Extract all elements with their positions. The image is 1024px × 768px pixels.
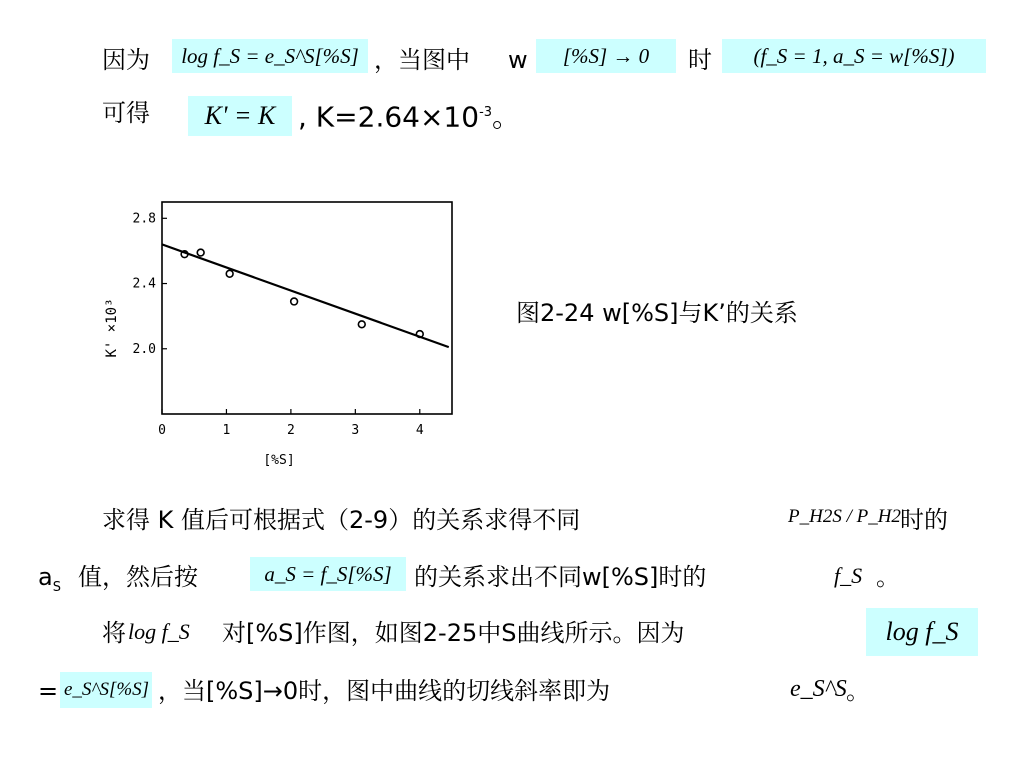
y-tick-label: 2.0	[132, 341, 156, 357]
formula-k-box	[188, 96, 292, 136]
a-s-label	[38, 562, 61, 603]
text-time: 时	[688, 46, 712, 74]
text-equals: =	[38, 677, 59, 705]
y-tick-label: 2.8	[132, 211, 156, 227]
text-p2-line1-end: 时的	[900, 506, 948, 534]
k-value: , K=2.64×10	[298, 100, 480, 134]
x-tick-label: 2	[286, 423, 295, 438]
k-vs-sulfur-chart	[80, 188, 480, 478]
formula-as-box	[250, 557, 406, 591]
fit-line	[162, 244, 449, 347]
figure-caption: 图2-24 w[%S]与K’的关系	[516, 299, 798, 327]
x-tick-label: 3	[351, 423, 360, 438]
formula-es-box	[60, 672, 152, 708]
formula-es: e_S^S	[790, 676, 847, 702]
text-p2-line2-mid: 的关系求出不同w[%S]时的	[414, 563, 707, 591]
formula-es-boxed: e_S^S[%S]	[64, 679, 150, 700]
x-axis-label: [%S]	[263, 453, 295, 468]
data-point	[197, 249, 204, 256]
a-prefix: a	[38, 563, 53, 591]
formula-logfs-boxed: log f_S	[885, 617, 959, 646]
data-point	[226, 270, 233, 277]
formula-limit-box	[536, 39, 676, 73]
x-tick-label: 4	[415, 423, 424, 438]
text-p2-line4-end: 。	[846, 677, 870, 705]
x-tick-label: 1	[222, 423, 231, 438]
formula-as: a_S = f_S[%S]	[264, 562, 392, 586]
text-w-prefix: w	[508, 46, 528, 74]
formula-k: K' = K	[204, 101, 276, 130]
k-exponent: -3	[479, 105, 493, 120]
text-obtain: 可得	[102, 99, 150, 127]
formula-log-fs: log f_S = e_S^S[%S]	[181, 44, 359, 68]
text-p2-line2: 值，然后按	[78, 563, 198, 591]
k-period: 。	[492, 100, 521, 134]
data-point	[358, 321, 365, 328]
formula-fs: f_S	[834, 563, 863, 588]
text-p2-line3-start: 将	[102, 619, 126, 647]
y-axis-label: K' ×10³	[104, 298, 120, 358]
formula-logfs-box	[866, 608, 978, 656]
text-comma-when: ，当图中	[374, 46, 470, 74]
formula-pressure-ratio: P_H2S / P_H2	[788, 506, 901, 527]
text-because: 因为	[102, 46, 150, 74]
text-p2-line4: ，当[%S]→0时，图中曲线的切线斜率即为	[158, 677, 611, 705]
formula-log-fs-box	[172, 39, 368, 73]
a-sub: S	[52, 579, 61, 595]
text-p2-line2-end: 。	[876, 563, 900, 591]
y-tick-label: 2.4	[132, 276, 156, 292]
formula-conditions: (f_S = 1, a_S = w[%S])	[753, 44, 955, 68]
data-point	[291, 298, 298, 305]
text-p2-line1: 求得 K 值后可根据式（2-9）的关系求得不同	[102, 506, 581, 534]
text-p2-line3: 对[%S]作图，如图2-25中S曲线所示。因为	[222, 619, 685, 647]
formula-logfs-inline: log f_S	[128, 619, 190, 644]
formula-limit: [%S] → 0	[562, 44, 650, 68]
k-value-text	[298, 96, 520, 134]
x-tick-label: 0	[158, 423, 166, 438]
formula-conditions-box	[722, 39, 986, 73]
plot-frame	[162, 202, 452, 414]
